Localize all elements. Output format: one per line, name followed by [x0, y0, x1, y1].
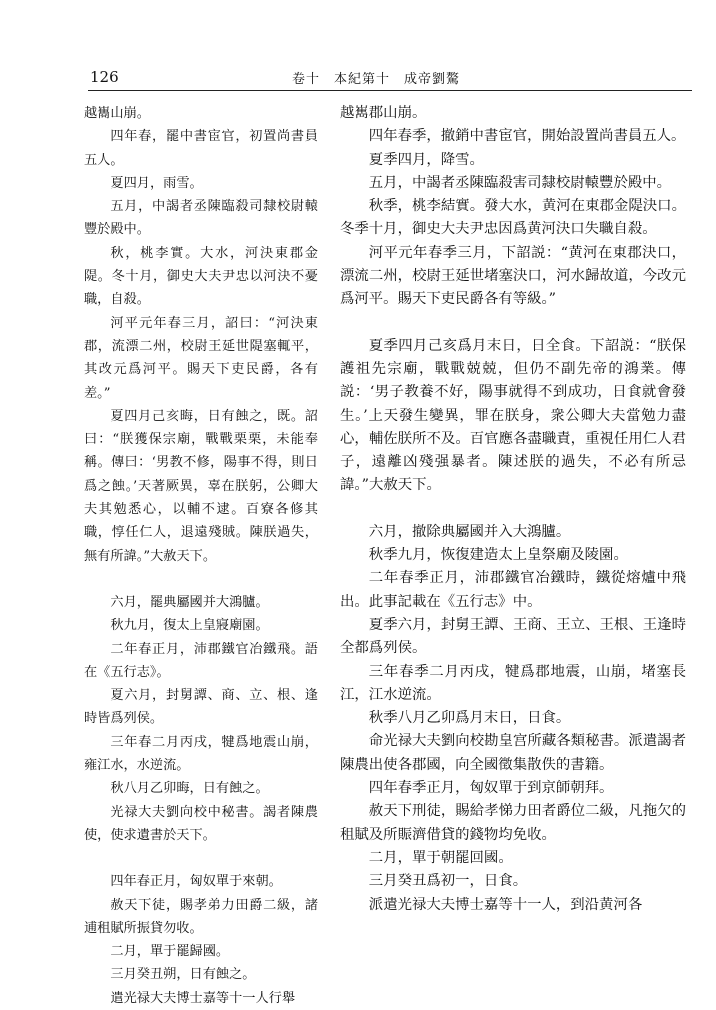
translation-paragraph: 六月，撤除典屬國并入大鴻臚。 — [368, 523, 571, 540]
running-head: 卷十 本紀第十 成帝劉驁 — [292, 72, 461, 87]
classical-paragraph: 越巂山崩。 — [84, 106, 150, 121]
classical-paragraph: 夏六月，封舅譚、商、立、根、逢時皆爲列侯。 — [84, 688, 318, 727]
paragraph-gap — [84, 568, 318, 591]
header-rule — [88, 90, 692, 91]
classical-paragraph: 河平元年春三月，詔曰：“河決東郡，流漂二州，校尉王延世隄塞輒平，其改元爲河平。賜天下吏民爵，各有差。” — [84, 315, 318, 401]
translation-paragraph: 命光禄大夫劉向校勘皇宫所藏各類秘書。派遣謁者陳農出使各郡國，向全國徵集散佚的書籍。 — [340, 733, 686, 773]
classical-paragraph: 二月，單于罷歸國。 — [110, 944, 230, 960]
translation-paragraph: 越嶲郡山崩。 — [340, 105, 427, 121]
translation-paragraph: 五月，中謁者丞陳臨殺害司隸校尉轅豐於殿中。 — [368, 174, 672, 191]
translation-paragraph: 秋季，桃李結實。發大水，黄河在東郡金隄決口。冬季十月，御史大夫尹忠因爲黄河決口失職自殺。 — [340, 198, 686, 238]
paragraph-gap — [84, 847, 318, 870]
translation-paragraph: 河平元年春季三月，下詔説：“黄河在東郡決口，漂流二州，校尉王延世堵塞決口，河水歸故道，今改元爲河平。賜天下吏民爵各有等級。” — [340, 244, 686, 308]
translation-paragraph: 三月癸丑爲初一，日食。 — [368, 873, 528, 890]
classical-paragraph: 三月癸丑朔，日有蝕之。 — [110, 967, 256, 983]
classical-paragraph: 秋八月乙卯晦，日有蝕之。 — [110, 781, 269, 797]
classical-paragraph: 四年春正月，匈奴單于來朝。 — [110, 874, 282, 890]
classical-paragraph: 六月，罷典屬國并大鴻臚。 — [110, 594, 269, 610]
translation-paragraph: 夏季六月，封舅王譚、王商、王立、王根、王逢時全都爲列侯。 — [340, 616, 686, 657]
classical-paragraph: 光禄大夫劉向校中秘書。謁者陳農使，使求遺書於天下。 — [84, 804, 318, 843]
classical-paragraph: 三年春二月丙戌，犍爲地震山崩，雍江水，水逆流。 — [84, 734, 318, 774]
translation-paragraph: 夏季四月己亥爲月末日，日全食。下詔説：“朕保護祖先宗廟，戰戰兢兢，但仍不副先帝的鴻業。傳説：‘男子教養不好，陽事就得不到成功，日食就會發生。’上天發生變異，罪在朕身，衆公卿大夫當勉力盡心，輔佐朕所不及。百官應各盡職責，重視任用仁人君子，遠離凶殘强暴者。陳述朕的過失，不必有所忌諱。”大赦天下。 — [340, 337, 686, 494]
translation-paragraph: 秋季八月乙卯爲月末日，日食。 — [368, 710, 571, 727]
classical-paragraph: 夏四月己亥晦，日有蝕之，既。詔曰：“朕獲保宗廟，戰戰栗栗，未能奉稱。傳曰：‘男教不修，陽事不得，則日爲之蝕。’天著厥異，辜在朕躬，公卿大夫其勉悉心，以輔不逮。百寮各修其職，惇任仁人，退遠殘賊。陳朕過失，無有所諱。”大赦天下。 — [84, 408, 318, 564]
translation-paragraph: 秋季九月，恢復建造太上皇祭廟及陵園。 — [368, 547, 628, 564]
translation-paragraph: 四年春季，撤銷中書宦官，開始設置尚書員五人。 — [368, 128, 686, 145]
paragraph-gap — [340, 312, 686, 335]
classical-paragraph: 遣光禄大夫博士嘉等十一人行舉 — [110, 990, 296, 1006]
classical-paragraph: 秋，桃李實。大水，河決東郡金隄。冬十月，御史大夫尹忠以河決不憂職，自殺。 — [84, 245, 318, 308]
paragraph-gap — [340, 498, 686, 521]
translation-paragraph: 夏季四月，降雪。 — [368, 151, 484, 168]
translation-paragraph: 赦天下刑徒，賜給孝悌力田者爵位二級，凡拖欠的租賦及所賑濟借貸的錢物均免收。 — [340, 803, 686, 843]
classical-paragraph: 赦天下徒，賜孝弟力田爵二級，諸逋租賦所振貸勿收。 — [84, 897, 318, 936]
translation-paragraph: 三年春季二月丙戌，犍爲郡地震，山崩，堵塞長江，江水逆流。 — [340, 663, 686, 703]
classical-paragraph: 夏四月，雨雪。 — [110, 175, 203, 191]
translation-paragraph: 派遣光禄大夫博士嘉等十一人，到沿黄河各 — [368, 896, 643, 913]
translation-paragraph: 二月，單于朝罷回國。 — [368, 849, 513, 866]
translation-paragraph: 四年春季正月，匈奴單于到京師朝拜。 — [368, 780, 614, 797]
classical-paragraph: 二年春正月，沛郡鐵官冶鐵飛。語在《五行志》。 — [84, 641, 318, 680]
classical-paragraph: 秋九月，復太上皇寢廟園。 — [110, 618, 269, 634]
classical-paragraph: 四年春，罷中書宦官，初置尚書員五人。 — [84, 129, 318, 168]
page-number: 126 — [90, 68, 119, 86]
classical-text-column — [84, 102, 318, 1010]
translation-column — [340, 102, 686, 917]
page-header — [0, 0, 716, 96]
classical-paragraph: 五月，中謁者丞陳臨殺司隸校尉轅豐於殿中。 — [84, 199, 318, 238]
translation-paragraph: 二年春季正月，沛郡鐵官冶鐵時，鐵從熔爐中飛出。此事記載在《五行志》中。 — [340, 570, 686, 610]
